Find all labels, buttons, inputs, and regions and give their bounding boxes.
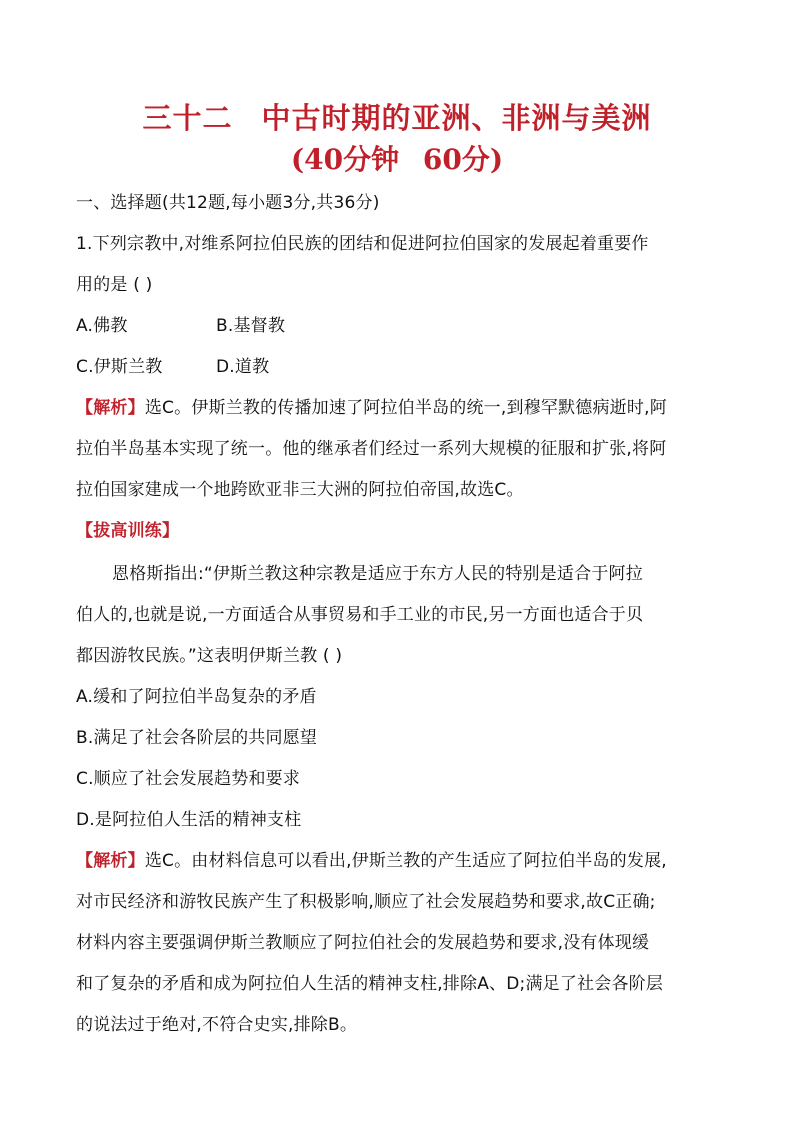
q1-stem-line1: 1.下列宗教中,对维系阿拉伯民族的团结和促进阿拉伯国家的发展起着重要作 [76, 234, 649, 254]
training-analysis-line5: 的说法过于绝对,不符合史实,排除B。 [76, 1015, 358, 1035]
q1-stem-line2: 用的是 ( ) [76, 275, 153, 295]
training-stem-line2: 伯人的,也就是说,一方面适合从事贸易和手工业的市民,另一方面也适合于贝 [76, 605, 644, 625]
q1-option-b: B.基督教 [216, 316, 286, 336]
q1-analysis-tag: 【解析】 [76, 398, 145, 418]
training-stem-line3: 都因游牧民族。”这表明伊斯兰教 ( ) [76, 646, 343, 666]
training-tag: 【拔高训练】 [76, 521, 180, 541]
training-option-b: B.满足了社会各阶层的共同愿望 [76, 728, 318, 748]
q1-option-a: A.佛教 [76, 316, 128, 336]
training-analysis-line4: 和了复杂的矛盾和成为阿拉伯人生活的精神支柱,排除A、D;满足了社会各阶层 [76, 974, 664, 994]
q1-option-c: C.伊斯兰教 [76, 357, 163, 377]
training-analysis-tag: 【解析】 [76, 851, 145, 871]
training-analysis-line1 [76, 846, 667, 871]
training-stem-line1: 恩格斯指出:“伊斯兰教这种宗教是适应于东方人民的特别是适合于阿拉 [112, 564, 643, 584]
q1-options-row1 [76, 311, 285, 336]
training-option-a: A.缓和了阿拉伯半岛复杂的矛盾 [76, 687, 317, 707]
q1-analysis-text1: 选C。伊斯兰教的传播加速了阿拉伯半岛的统一,到穆罕默德病逝时,阿 [144, 398, 667, 418]
training-analysis-line3: 材料内容主要强调伊斯兰教顺应了阿拉伯社会的发展趋势和要求,没有体现缓 [76, 933, 650, 953]
q1-option-d: D.道教 [216, 357, 270, 377]
section-header: 一、选择题(共12题,每小题3分,共36分) [76, 193, 380, 213]
training-option-d: D.是阿拉伯人生活的精神支柱 [76, 810, 302, 830]
training-analysis-text1: 选C。由材料信息可以看出,伊斯兰教的产生适应了阿拉伯半岛的发展, [144, 851, 667, 871]
q1-analysis-line3: 拉伯国家建成一个地跨欧亚非三大洲的阿拉伯帝国,故选C。 [76, 480, 524, 500]
page-title: 三十二 中古时期的亚洲、非洲与美洲 [142, 101, 652, 135]
q1-options-row2 [76, 352, 269, 377]
q1-analysis-line2: 拉伯半岛基本实现了统一。他的继承者们经过一系列大规模的征服和扩张,将阿 [76, 439, 667, 459]
training-option-c: C.顺应了社会发展趋势和要求 [76, 769, 301, 789]
training-analysis-line2: 对市民经济和游牧民族产生了积极影响,顺应了社会发展趋势和要求,故C正确; [76, 892, 656, 912]
page-subtitle: (40分钟 60分) [290, 143, 504, 176]
q1-analysis-line1 [76, 393, 667, 418]
